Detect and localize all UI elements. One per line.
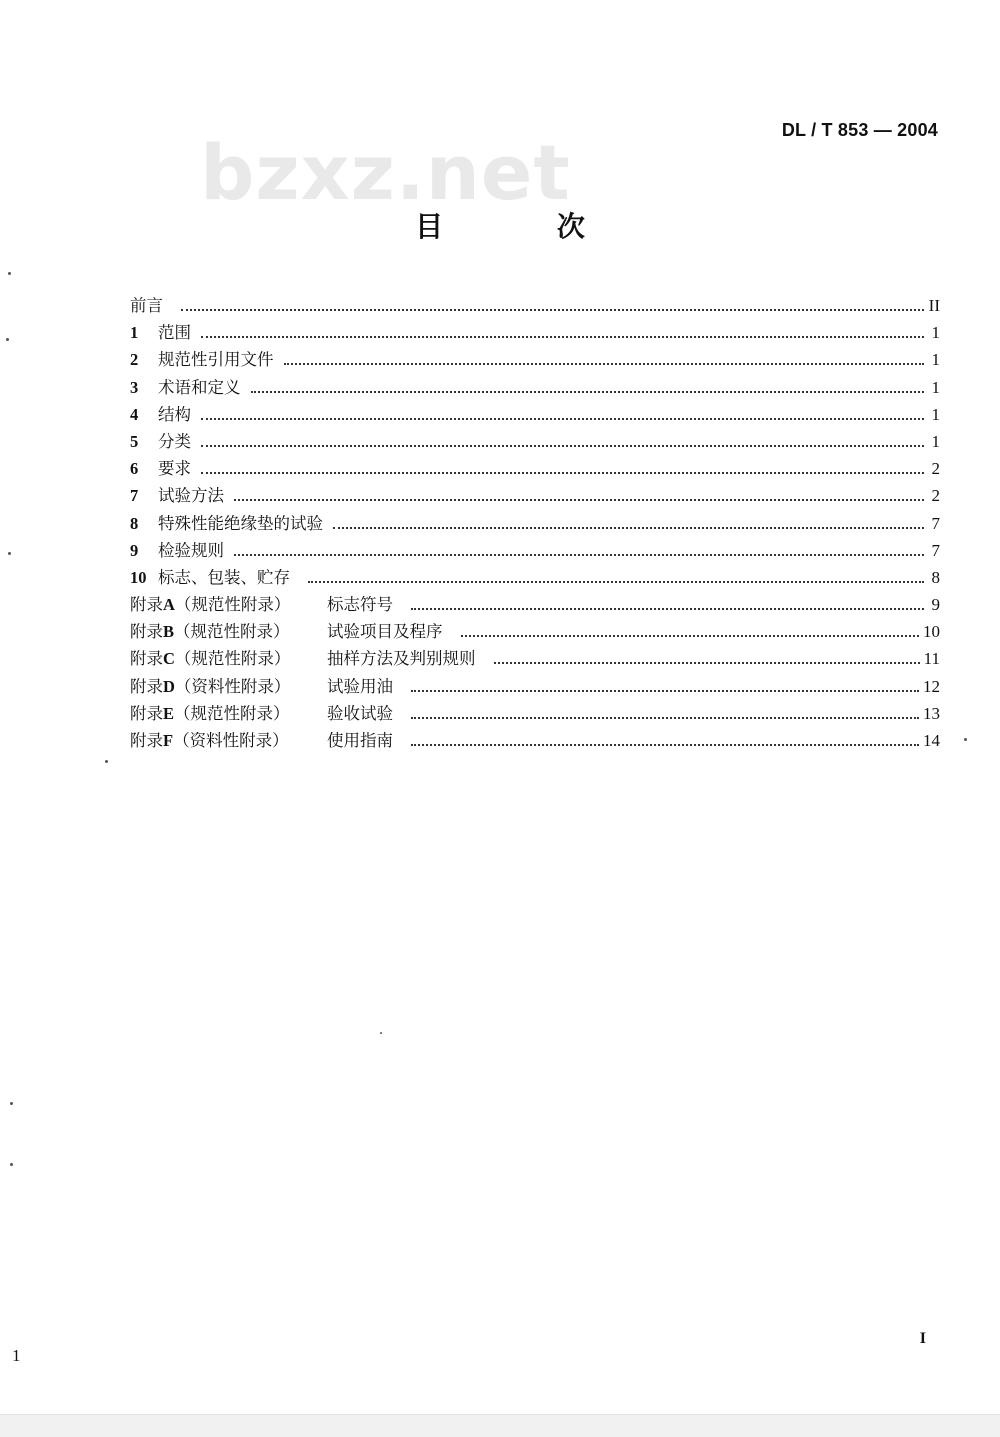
toc-entry-page: 9	[931, 595, 940, 615]
toc-entry-preface[interactable]	[130, 292, 940, 319]
toc-entry-title: 结构	[158, 404, 191, 424]
toc-entry-number: 7	[130, 486, 139, 506]
dot-leader	[234, 553, 924, 556]
scan-speck	[8, 552, 11, 555]
scan-speck	[964, 738, 967, 741]
toc-entry-1[interactable]	[130, 319, 940, 346]
toc-entry-number: 10	[130, 567, 147, 587]
scan-speck	[8, 272, 11, 275]
toc-entry-title: 试验方法	[158, 486, 224, 506]
appendix-type: （规范性附录）	[174, 595, 291, 615]
dot-leader	[333, 526, 924, 529]
appendix-prefix: 附录	[130, 731, 163, 750]
appendix-type: （资料性附录）	[173, 731, 289, 750]
toc-entry-10[interactable]	[130, 564, 940, 591]
dot-leader	[201, 471, 924, 474]
toc-entry-title: 规范性引用文件	[158, 350, 274, 370]
appendix-type: （规范性附录）	[174, 622, 290, 642]
dot-leader	[284, 362, 925, 365]
dot-leader	[201, 417, 924, 420]
toc-entry-title: 验收试验	[327, 703, 393, 723]
toc-appendix-c[interactable]	[130, 645, 940, 672]
toc-entry-title: 标志符号	[327, 595, 393, 615]
toc-entry-5[interactable]	[130, 428, 940, 455]
toc-entry-8[interactable]	[130, 510, 940, 537]
toc-entry-page: 1	[931, 431, 940, 451]
toc-entry-page: 7	[931, 513, 940, 533]
dot-leader	[201, 335, 924, 338]
appendix-label	[130, 645, 327, 669]
toc-entry-title: 抽样方法及判别规则	[327, 649, 476, 669]
toc-appendix-b[interactable]	[130, 618, 940, 645]
toc-entry-page: 2	[931, 486, 940, 506]
appendix-letter: C	[163, 649, 175, 669]
dot-leader	[461, 634, 920, 637]
appendix-label	[130, 673, 327, 697]
toc-appendix-e[interactable]	[130, 700, 940, 727]
appendix-prefix: 附录	[130, 649, 163, 669]
dot-leader	[411, 689, 919, 692]
toc-entry-number: 9	[130, 540, 139, 560]
toc-entry-number: 1	[130, 323, 139, 343]
toc-entry-page: 11	[923, 649, 940, 669]
appendix-label	[130, 591, 327, 615]
toc-entry-number: 3	[130, 377, 139, 397]
scan-speck	[10, 1102, 13, 1105]
toc-entry-number: 5	[130, 431, 139, 451]
dot-leader	[411, 716, 919, 719]
toc-entry-page: 1	[931, 350, 940, 370]
scan-speck	[380, 1032, 382, 1034]
toc-entry-page: 14	[923, 731, 940, 750]
scan-speck	[10, 1163, 13, 1166]
toc-entry-page: 7	[931, 540, 940, 560]
toc-entry-7[interactable]	[130, 482, 940, 509]
dot-leader	[494, 661, 920, 664]
toc-appendix-a[interactable]	[130, 591, 940, 618]
appendix-prefix: 附录	[130, 622, 163, 642]
toc-entry-title: 特殊性能绝缘垫的试验	[158, 513, 323, 533]
dot-leader	[234, 498, 924, 501]
appendix-letter: E	[163, 703, 175, 723]
toc-entry-number: 6	[130, 459, 139, 479]
appendix-letter: F	[163, 731, 174, 750]
toc-entry-9[interactable]	[130, 537, 940, 564]
toc-entry-page: 12	[923, 676, 940, 696]
toc-entry-number: 2	[130, 350, 139, 370]
appendix-letter: B	[163, 622, 175, 642]
appendix-type: （规范性附录）	[174, 703, 290, 723]
toc-entry-title: 试验用油	[327, 676, 393, 696]
dot-leader	[308, 580, 924, 583]
toc-entry-page: 8	[931, 567, 940, 587]
toc-entry-6[interactable]	[130, 455, 940, 482]
toc-entry-title: 检验规则	[158, 540, 224, 560]
appendix-letter: D	[163, 676, 175, 696]
page-number-left: 1	[12, 1346, 21, 1365]
appendix-prefix: 附录	[130, 595, 163, 615]
dot-leader	[181, 308, 924, 311]
watermark: bzxz.net	[200, 128, 571, 217]
appendix-type: （规范性附录）	[174, 649, 291, 669]
toc-entry-number: 8	[130, 513, 139, 533]
toc-entry-page: II	[928, 296, 940, 315]
toc-entry-3[interactable]	[130, 374, 940, 401]
table-of-contents	[130, 292, 940, 754]
standard-code: DL / T 853 — 2004	[781, 120, 938, 140]
dot-leader	[251, 390, 925, 393]
scan-speck	[6, 338, 9, 341]
toc-entry-page: 1	[931, 377, 940, 397]
toc-entry-page: 10	[923, 622, 940, 642]
toc-entry-title: 前言	[130, 296, 163, 315]
toc-appendix-d[interactable]	[130, 673, 940, 700]
toc-entry-title: 试验项目及程序	[327, 622, 443, 642]
toc-entry-2[interactable]	[130, 346, 940, 373]
appendix-prefix: 附录	[130, 676, 163, 696]
toc-entry-title: 标志、包装、贮存	[158, 567, 290, 587]
appendix-prefix: 附录	[130, 703, 163, 723]
appendix-letter: A	[163, 595, 175, 615]
toc-entry-page: 13	[923, 703, 940, 723]
appendix-type: （资料性附录）	[174, 676, 291, 696]
appendix-label	[130, 618, 327, 642]
toc-appendix-f[interactable]	[130, 727, 940, 754]
scan-speck	[105, 760, 108, 763]
toc-entry-number: 4	[130, 404, 139, 424]
toc-entry-title: 要求	[158, 459, 191, 479]
dot-leader	[411, 743, 919, 746]
dot-leader	[411, 607, 924, 610]
dot-leader	[201, 444, 924, 447]
appendix-label	[130, 727, 327, 751]
toc-entry-page: 1	[931, 404, 940, 424]
toc-entry-title: 术语和定义	[158, 377, 241, 397]
page-number-right: I	[919, 1330, 926, 1347]
appendix-label	[130, 700, 327, 724]
page-title: 目 次	[415, 210, 637, 243]
page-bottom-edge	[0, 1414, 1000, 1437]
toc-entry-title: 分类	[158, 431, 191, 451]
toc-entry-page: 1	[931, 323, 940, 343]
toc-entry-title: 范围	[158, 323, 191, 343]
toc-entry-page: 2	[931, 459, 940, 479]
toc-entry-4[interactable]	[130, 401, 940, 428]
toc-entry-title: 使用指南	[327, 731, 393, 750]
